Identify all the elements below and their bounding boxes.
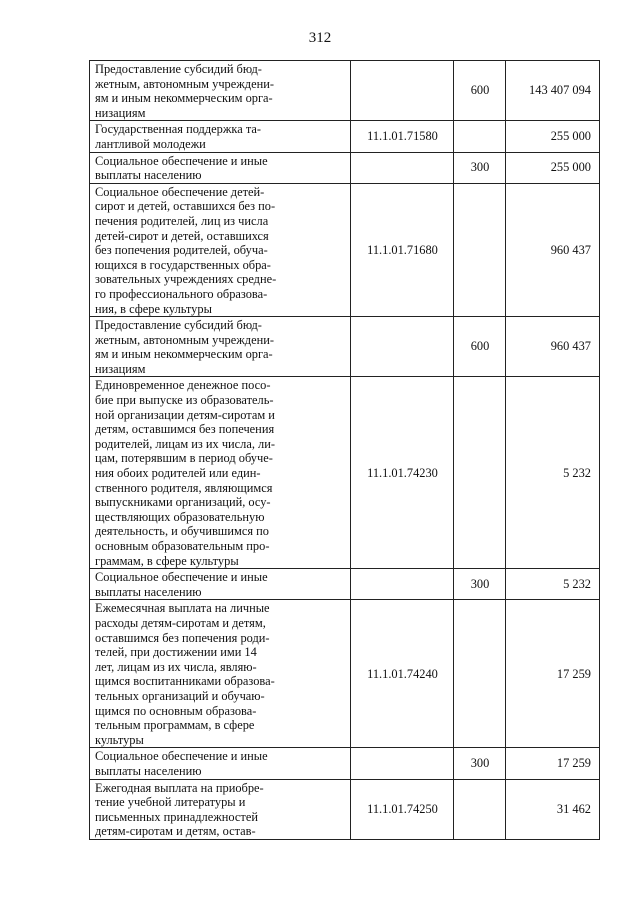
table-row (90, 748, 600, 779)
row-amount-cell: 5 232 (506, 569, 600, 600)
row-expense-type-cell (454, 600, 506, 748)
table-row (90, 569, 600, 600)
row-amount-cell: 255 000 (506, 121, 600, 152)
row-name-cell: Единовременное денежное посо- бие при выпуске из образователь- ной организации детям-сиротам и детям, оставшимся без попечения родителей, лицам из их числа, ли- цам, потерявшим в период обуче- ния обоих родителей или един- ственного родителя, являющимся выпускниками организаций, осу- ществляющих образовательную деятельность, и обучившимся по основным образовательным про- граммам, в сфере культуры (90, 377, 351, 569)
row-expense-type-cell: 300 (454, 569, 506, 600)
row-code-cell (351, 748, 454, 779)
row-code-cell: 11.1.01.74230 (351, 377, 454, 569)
row-amount-cell: 17 259 (506, 748, 600, 779)
row-code-cell (351, 317, 454, 377)
row-name-cell: Ежемесячная выплата на личные расходы детям-сиротам и детям, оставшимся без попечения роди- телей, при достижении ими 14 лет, лицам из их числа, являю- щимся воспитанниками образова- тельных организаций и обучаю- щимся по основным образова- тельным программам, в сфере культуры (90, 600, 351, 748)
row-amount-cell: 17 259 (506, 600, 600, 748)
row-amount-cell: 143 407 094 (506, 61, 600, 121)
row-expense-type-cell: 600 (454, 61, 506, 121)
table-row (90, 779, 600, 839)
row-amount-cell: 960 437 (506, 183, 600, 316)
row-code-cell: 11.1.01.74250 (351, 779, 454, 839)
row-name-cell: Ежегодная выплата на приобре- тение учебной литературы и письменных принадлежностей детям-сиротам и детям, остав- (90, 779, 351, 839)
row-expense-type-cell: 300 (454, 152, 506, 183)
row-name-cell: Предоставление субсидий бюд- жетным, автономным учреждени- ям и иным некоммерческим орга- низациям (90, 61, 351, 121)
row-name-cell: Социальное обеспечение и иные выплаты населению (90, 569, 351, 600)
row-name-cell: Предоставление субсидий бюд- жетным, автономным учреждени- ям и иным некоммерческим орга- низациям (90, 317, 351, 377)
row-expense-type-cell (454, 779, 506, 839)
row-amount-cell: 960 437 (506, 317, 600, 377)
row-amount-cell: 5 232 (506, 377, 600, 569)
row-code-cell (351, 152, 454, 183)
row-expense-type-cell (454, 377, 506, 569)
table-row (90, 152, 600, 183)
row-expense-type-cell: 600 (454, 317, 506, 377)
table-row (90, 317, 600, 377)
row-name-cell: Социальное обеспечение и иные выплаты населению (90, 748, 351, 779)
row-code-cell: 11.1.01.71680 (351, 183, 454, 316)
row-name-cell: Социальное обеспечение и иные выплаты населению (90, 152, 351, 183)
row-amount-cell: 255 000 (506, 152, 600, 183)
table-row (90, 377, 600, 569)
row-name-cell: Социальное обеспечение детей- сирот и детей, оставшихся без по- печения родителей, лиц из числа детей-сирот и детей, оставшихся без попечения родителей, обуча- ющихся в государственных обра- зовательных учреждениях средне- го профессионального образова- ния, в сфере культуры (90, 183, 351, 316)
table-row (90, 121, 600, 152)
row-code-cell: 11.1.01.71580 (351, 121, 454, 152)
row-expense-type-cell (454, 183, 506, 316)
row-code-cell: 11.1.01.74240 (351, 600, 454, 748)
table-row (90, 183, 600, 316)
row-expense-type-cell (454, 121, 506, 152)
budget-table-body (90, 61, 600, 840)
row-code-cell (351, 569, 454, 600)
row-expense-type-cell: 300 (454, 748, 506, 779)
row-code-cell (351, 61, 454, 121)
page-number: 312 (308, 30, 332, 46)
table-row (90, 600, 600, 748)
budget-table (89, 60, 600, 840)
row-name-cell: Государственная поддержка та- лантливой молодежи (90, 121, 351, 152)
table-row (90, 61, 600, 121)
row-amount-cell: 31 462 (506, 779, 600, 839)
